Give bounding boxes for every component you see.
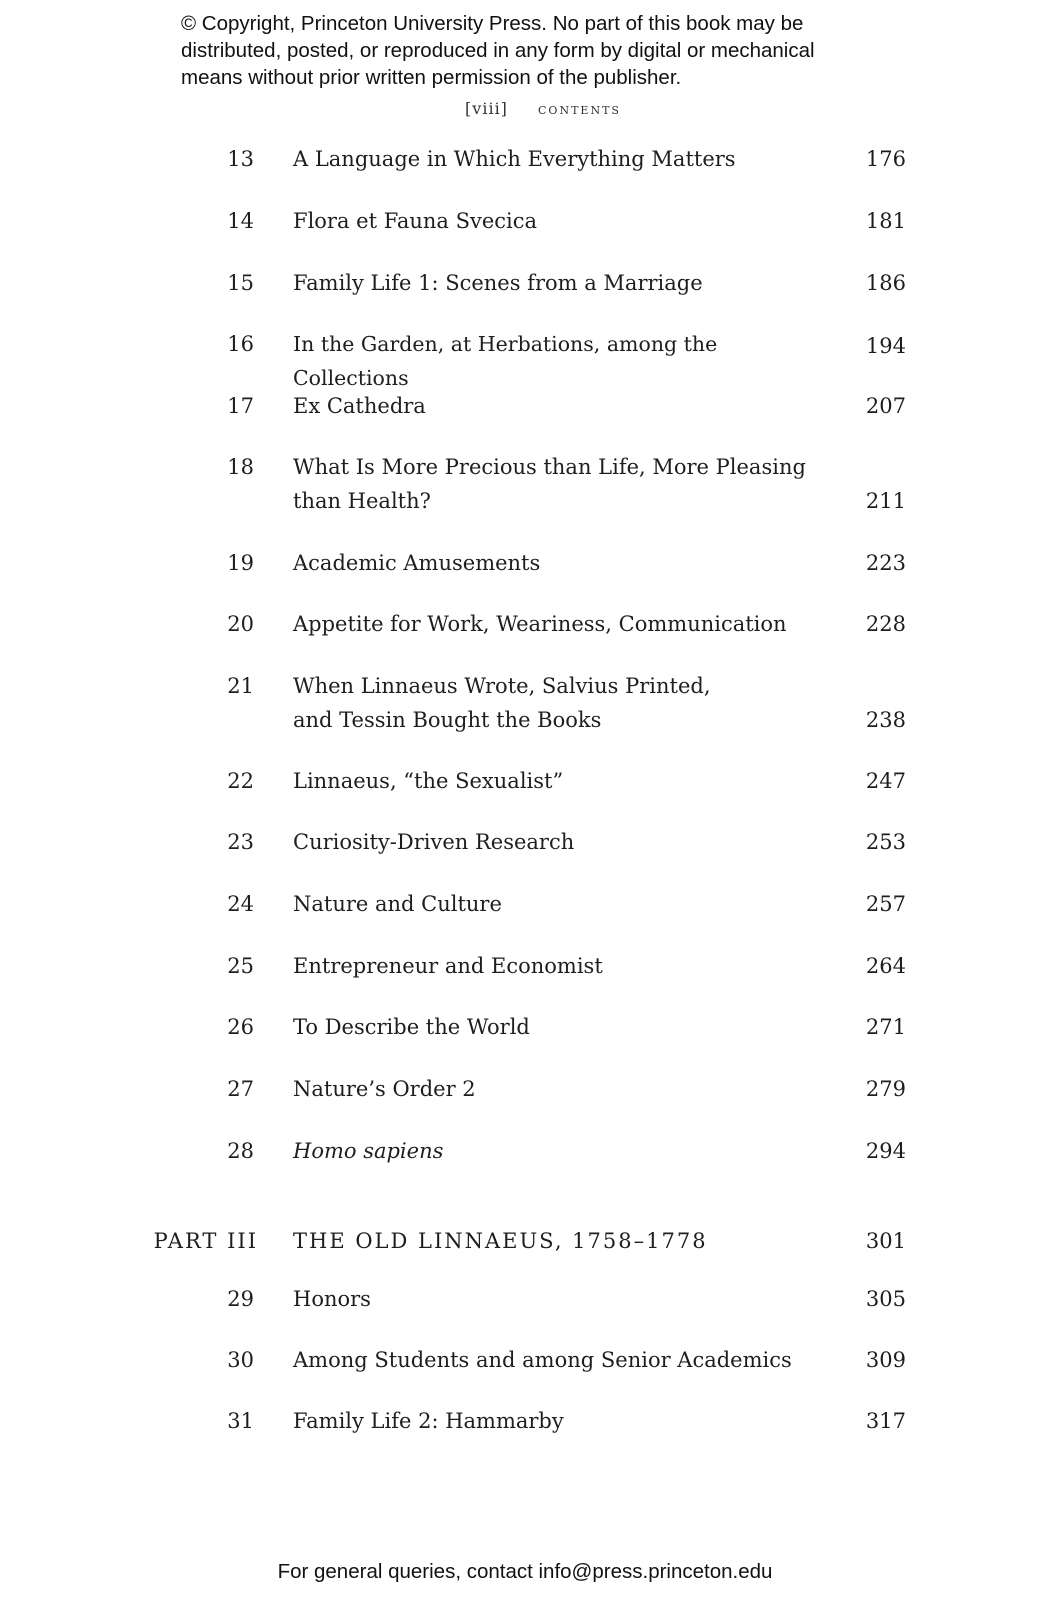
chapter-page: 317: [865, 1409, 906, 1433]
chapter-number: 23: [227, 830, 254, 854]
chapter-title: Entrepreneur and Economist: [293, 954, 603, 978]
part-label: PART III: [153, 1229, 258, 1253]
chapter-page: 223: [865, 551, 906, 575]
chapter-title: In the Garden, at Herbations, among the Collections: [293, 332, 718, 390]
running-head: [0, 99, 1050, 118]
running-head-page: [viii]: [465, 99, 508, 118]
chapter-title: Nature’s Order 2: [293, 1077, 476, 1101]
chapter-number: 25: [227, 954, 254, 978]
chapter-page: 309: [865, 1348, 906, 1372]
chapter-number: 14: [227, 209, 254, 233]
chapter-page: 253: [865, 830, 906, 854]
chapter-number: 28: [227, 1139, 254, 1163]
chapter-title: Appetite for Work, Weariness, Communication: [293, 612, 787, 636]
chapter-title-line: than Health?: [293, 489, 431, 513]
chapter-number: 17: [227, 394, 254, 418]
chapter-number: 19: [227, 551, 254, 575]
chapter-number: 21: [227, 674, 254, 698]
chapter-page: 211: [865, 489, 906, 513]
chapter-title-line: When Linnaeus Wrote, Salvius Printed,: [293, 674, 711, 698]
chapter-page: 238: [865, 708, 906, 732]
chapter-title: Curiosity-Driven Research: [293, 830, 575, 854]
chapter-number: 30: [227, 1348, 254, 1372]
chapter-title-line: and Tessin Bought the Books: [293, 708, 602, 732]
chapter-page: 194: [865, 334, 906, 358]
chapter-number: 24: [227, 892, 254, 916]
chapter-number: 22: [227, 769, 254, 793]
chapter-title: Ex Cathedra: [293, 394, 426, 418]
chapter-page: 279: [865, 1077, 906, 1101]
copyright-notice: [181, 10, 901, 91]
chapter-number: 31: [227, 1409, 254, 1433]
copyright-line: distributed, posted, or reproduced in any form by digital or mechanical: [181, 39, 815, 62]
chapter-title: Flora et Fauna Svecica: [293, 209, 538, 233]
chapter-title-line: What Is More Precious than Life, More Pleasing: [293, 455, 806, 479]
chapter-title: Homo sapiens: [293, 1139, 444, 1163]
chapter-page: 247: [865, 769, 906, 793]
chapter-title: Academic Amusements: [293, 551, 541, 575]
chapter-number: 16: [227, 332, 254, 356]
chapter-page: 264: [865, 954, 906, 978]
running-head-section: contents: [538, 99, 621, 118]
chapter-title: Among Students and among Senior Academics: [293, 1348, 792, 1372]
chapter-title: Nature and Culture: [293, 892, 502, 916]
chapter-page: 228: [865, 612, 906, 636]
chapter-title: Family Life 2: Hammarby: [293, 1409, 564, 1433]
chapter-title: Linnaeus, “the Sexualist”: [293, 769, 564, 793]
chapter-title: Family Life 1: Scenes from a Marriage: [293, 271, 703, 295]
chapter-page: 305: [865, 1287, 906, 1311]
chapter-number: 20: [227, 612, 254, 636]
part-title: THE OLD LINNAEUS, 1758–1778: [293, 1229, 708, 1253]
copyright-line: means without prior written permission of the publisher.: [181, 66, 682, 89]
chapter-number: 15: [227, 271, 254, 295]
footer-contact: For general queries, contact info@press.princeton.edu: [277, 1560, 773, 1583]
chapter-page: 257: [865, 892, 906, 916]
chapter-page: 294: [865, 1139, 906, 1163]
chapter-page: 271: [865, 1015, 906, 1039]
chapter-page: 207: [865, 394, 906, 418]
chapter-number: 26: [227, 1015, 254, 1039]
chapter-number: 18: [227, 455, 254, 479]
chapter-title: A Language in Which Everything Matters: [293, 147, 736, 171]
part-page: 301: [865, 1229, 906, 1253]
chapter-title: To Describe the World: [293, 1015, 530, 1039]
chapter-number: 27: [227, 1077, 254, 1101]
copyright-line: © Copyright, Princeton University Press. No part of this book may be: [181, 12, 804, 35]
chapter-number: 29: [227, 1287, 254, 1311]
chapter-page: 186: [865, 271, 906, 295]
chapter-number: 13: [227, 147, 254, 171]
chapter-page: 176: [865, 147, 906, 171]
chapter-page: 181: [865, 209, 906, 233]
chapter-title: Honors: [293, 1287, 371, 1311]
